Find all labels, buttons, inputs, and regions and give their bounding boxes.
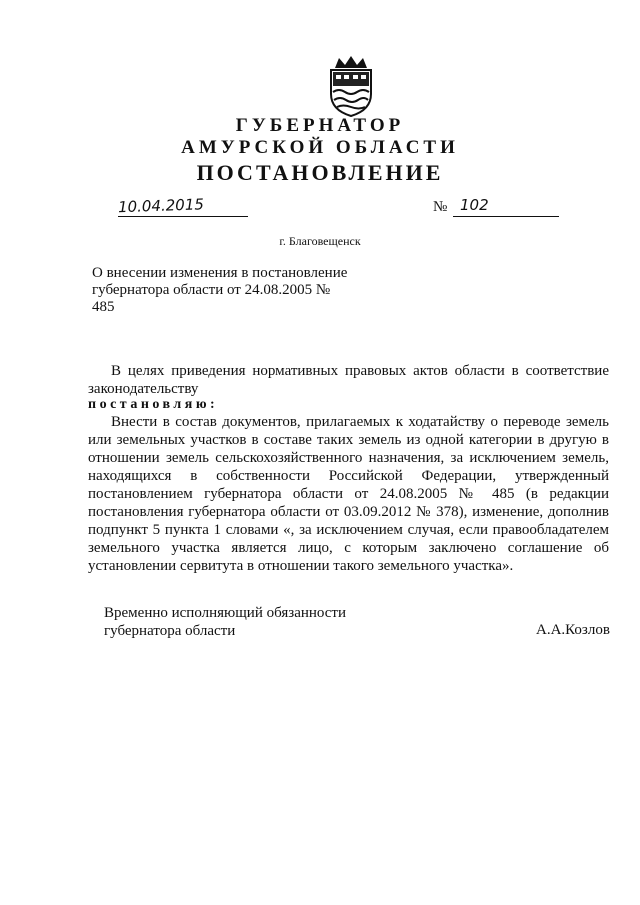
signatory-position-line2: губернатора области — [104, 623, 236, 639]
decree-word: постановляю: — [88, 397, 219, 412]
city: г. Благовещенск — [279, 234, 361, 248]
preamble: В целях приведения нормативных правовых актов области в соответствие законодательству — [88, 363, 609, 397]
document-number: 102 — [460, 196, 489, 214]
issuer-title: ГУБЕРНАТОР — [235, 115, 405, 136]
issuer-region: АМУРСКОЙ ОБЛАСТИ — [181, 137, 459, 158]
main-paragraph: Внести в состав документов, прилагаемых к ходатайству о переводе земель или земельных участков в составе таких земель из одной категории в другую в отношении земель сельскохозяйственного назначения, за исключением земель, находящихся в собственности Российской Федерации, утвержденный постановлением губернатора области от 24.08.2005 № 485 (в редакции постановления губернатора области от 03.09.2012 № 378), изменение, дополнив подпункт 5 пункта 1 словами «, за исключением случая, если правообладателем земельного участка является лицо, с которым заключено соглашение об установлении сервитута в отношении такого земельного участка». — [88, 414, 609, 574]
signatory-position — [104, 604, 346, 640]
number-underline — [453, 216, 559, 217]
document-date: 10.04.2015 — [117, 195, 205, 217]
number-label: № — [433, 199, 448, 215]
signatory-position-line1: Временно исполняющий обязанности — [104, 605, 347, 621]
date-underline — [118, 216, 248, 217]
document-type: ПОСТАНОВЛЕНИЕ — [196, 160, 444, 185]
document-subject: О внесении изменения в постановление губернатора области от 24.08.2005 № 485 — [92, 265, 348, 315]
coat-of-arms-icon — [325, 54, 377, 118]
signatory-name: А.А.Козлов — [536, 622, 610, 638]
